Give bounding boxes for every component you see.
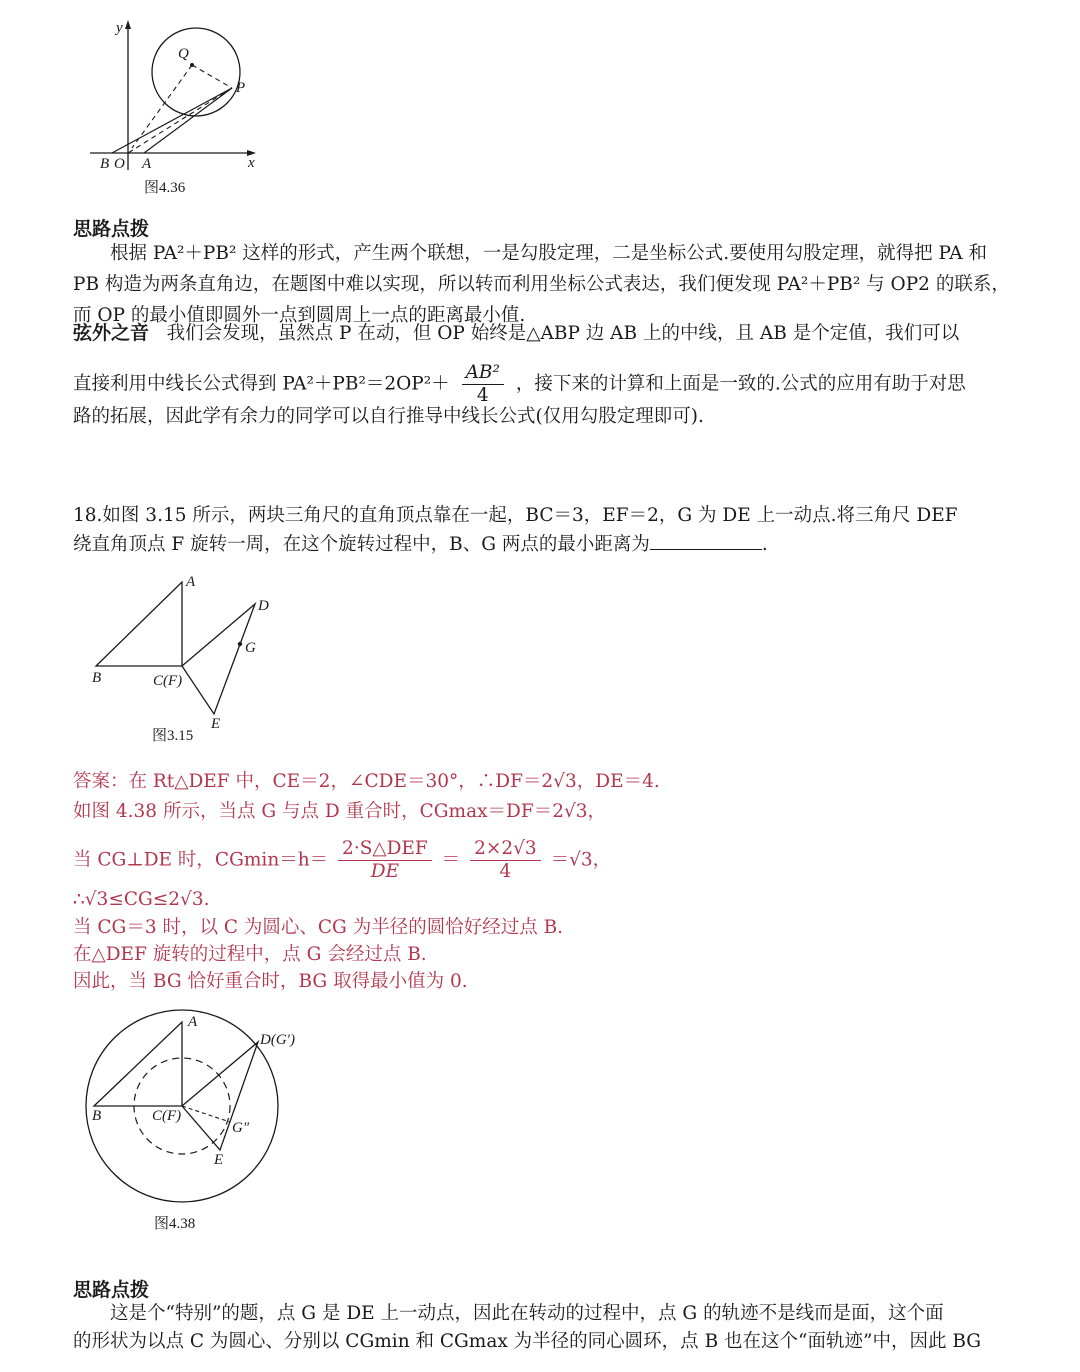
question-line-2: [73, 531, 768, 559]
label-B: B: [92, 1108, 102, 1124]
fraction-numerator: AB²: [462, 362, 504, 385]
fraction-value: [470, 838, 541, 883]
figure-4-38: [80, 1008, 320, 1233]
answer-text-3a: 当 CG⊥DE 时，CGmin＝h＝: [73, 849, 329, 871]
xianwai-text-2a: 直接利用中线长公式得到 PA²＋PB²＝2OP²＋: [73, 373, 450, 395]
label-P: P: [236, 80, 246, 96]
question-text-2: 绕直角顶点 F 旋转一周，在这个旋转过程中，B、G 两点的最小距离为: [73, 534, 650, 555]
figure-4-38-diagram: [80, 1008, 320, 1233]
xianwai-heading: 弦外之音: [73, 322, 150, 344]
answer-line-6: 在△DEF 旋转的过程中，点 G 会经过点 B.: [73, 944, 427, 965]
answer-line-2: 如图 4.38 所示，当点 G 与点 D 重合时，CGmax＝DF＝2√3，: [73, 801, 607, 822]
answer-line-5: 当 CG＝3 时，以 C 为圆心、CG 为半径的圆恰好经过点 B.: [73, 917, 564, 938]
label-G: G: [245, 640, 256, 656]
answer-line-1: 答案：在 Rt△DEF 中，CE＝2，∠CDE＝30°，∴DF＝2√3，DE＝4.: [73, 771, 660, 792]
fraction-ab2-over-4: [462, 362, 504, 407]
figure-4-36: [80, 10, 280, 200]
figure-caption: 图3.15: [152, 728, 194, 744]
label-y: y: [116, 20, 123, 36]
label-CF: C(F): [152, 1108, 182, 1124]
section-line-1: 这是个“特别”的题，点 G 是 DE 上一动点，因此在转动的过程中，点 G 的轨迹不是线而是面，这个面: [110, 1303, 944, 1324]
figure-caption: 图4.38: [154, 1216, 196, 1232]
equals-sign: ＝: [441, 849, 461, 871]
figure-caption: 图4.36: [144, 180, 186, 196]
xianwai-line-2: [73, 362, 966, 407]
label-O: O: [114, 156, 125, 172]
label-Q: Q: [178, 46, 189, 62]
label-D: D: [258, 598, 269, 614]
xianwai-line-1: [73, 319, 959, 348]
label-B: B: [100, 156, 110, 172]
fraction-denominator: 4: [476, 385, 489, 406]
section-paragraph: 根据 PA²＋PB² 这样的形式，产生两个联想，一是勾股定理，二是坐标公式.要使用勾股定理，就得把 PA 和 PB 构造为两条直角边，在题图中难以实现，所以转而利用坐标公式表达，我们便发现 PA²＋PB² 与 OP2 的联系，而 OP 的最小值即圆外一点到圆周上一点的距离最小值.: [73, 243, 1010, 326]
question-period: .: [761, 534, 768, 555]
label-B: B: [92, 670, 102, 686]
section-heading: 思路点拨: [73, 1279, 150, 1301]
section-line-2: 的形状为以点 C 为圆心、分别以 CGmin 和 CGmax 为半径的同心圆环，点 B 也在这个“面轨迹”中，因此 BG: [73, 1331, 982, 1352]
question-line-1: 18.如图 3.15 所示，两块三角尺的直角顶点靠在一起，BC＝3，EF＝2，G 为 DE 上一动点.将三角尺 DEF: [73, 505, 958, 526]
label-E: E: [214, 1152, 224, 1168]
fraction-denominator: 4: [499, 861, 512, 882]
fraction-area-over-de: [338, 838, 432, 883]
fraction-denominator: DE: [370, 861, 400, 882]
answer-text-3b: ＝√3，: [550, 849, 612, 871]
figure-3-15: [80, 568, 300, 748]
figure-4-36-diagram: [80, 10, 280, 200]
xianwai-text-2b: ，接下来的计算和上面是一致的.公式的应用有助于对思: [515, 373, 966, 395]
label-A: A: [186, 574, 196, 590]
label-G2: G″: [232, 1120, 250, 1136]
answer-blank: [650, 531, 762, 550]
figure-3-15-diagram: [80, 568, 300, 748]
answer-line-3: [73, 838, 611, 883]
answer-line-7: 因此，当 BG 恰好重合时，BG 取得最小值为 0.: [73, 971, 468, 992]
label-DG: D(G′): [260, 1032, 295, 1048]
fraction-numerator: 2×2√3: [470, 838, 541, 861]
label-A: A: [142, 156, 152, 172]
label-E: E: [211, 716, 221, 732]
label-CF: C(F): [153, 673, 183, 689]
xianwai-text-1: 我们会发现，虽然点 P 在动，但 OP 始终是△ABP 边 AB 上的中线，且 AB 是个定值，我们可以: [166, 323, 960, 344]
section-heading: 思路点拨: [73, 218, 150, 240]
label-x: x: [248, 155, 255, 171]
answer-line-4: ∴√3≤CG≤2√3.: [73, 889, 210, 910]
label-A: A: [188, 1014, 198, 1030]
xianwai-line-3: 路的拓展，因此学有余力的同学可以自行推导中线长公式(仅用勾股定理即可).: [73, 406, 704, 427]
fraction-numerator: 2·S△DEF: [338, 838, 432, 861]
